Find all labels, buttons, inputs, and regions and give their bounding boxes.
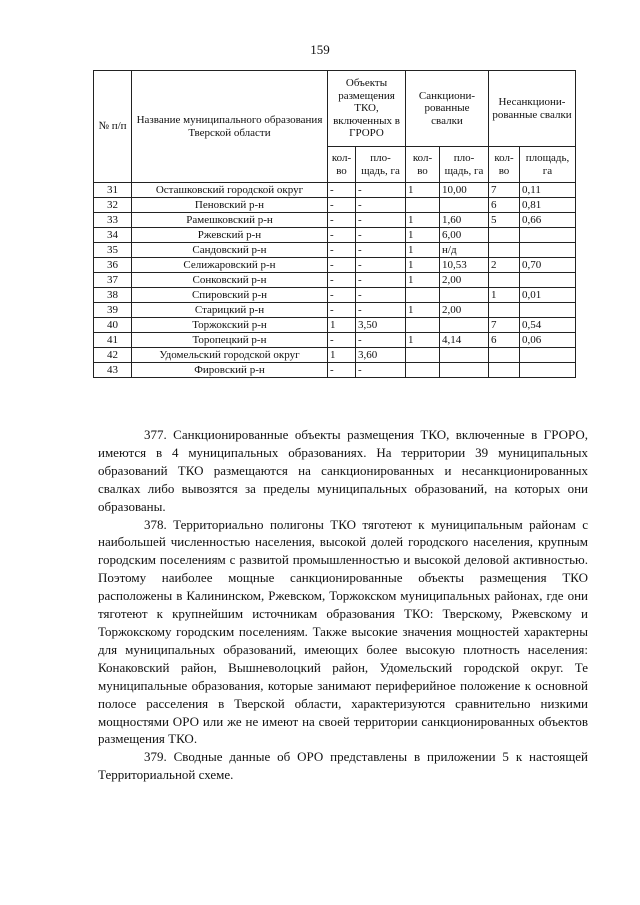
row-number: 36 bbox=[94, 258, 132, 273]
row-municipality: Пеновский р-н bbox=[132, 198, 328, 213]
header-sanctioned-dumps: Санкциони-рованные свалки bbox=[406, 71, 489, 147]
paragraph-377: 377. Санкционированные объекты размещения ТКО, включенные в ГРОРО, имеются в 4 муниципальных образованиях. На территории 39 муниципальных образований ТКО размещаются на санкционированных и несанкционированных свалках либо вывозятся за пределы муниципальных образований, на которых они образованы. bbox=[98, 427, 588, 514]
row-groro-area: - bbox=[356, 333, 406, 348]
header-area: площадь, га bbox=[520, 147, 576, 183]
row-unsanctioned-qty: 1 bbox=[489, 288, 520, 303]
row-sanctioned-qty: 1 bbox=[406, 258, 440, 273]
row-groro-qty: - bbox=[328, 273, 356, 288]
row-unsanctioned-area: 0,81 bbox=[520, 198, 576, 213]
row-unsanctioned-area bbox=[520, 348, 576, 363]
row-number: 34 bbox=[94, 228, 132, 243]
row-unsanctioned-qty bbox=[489, 228, 520, 243]
table-row bbox=[94, 348, 576, 363]
row-groro-area: - bbox=[356, 258, 406, 273]
table-row bbox=[94, 363, 576, 378]
row-unsanctioned-qty bbox=[489, 348, 520, 363]
table-row bbox=[94, 183, 576, 198]
row-groro-qty: 1 bbox=[328, 348, 356, 363]
row-groro-area: - bbox=[356, 303, 406, 318]
row-unsanctioned-area: 0,11 bbox=[520, 183, 576, 198]
row-unsanctioned-qty: 6 bbox=[489, 198, 520, 213]
row-sanctioned-area: 6,00 bbox=[440, 228, 489, 243]
header-municipality: Название муниципального образования Тверской области bbox=[132, 71, 328, 183]
row-groro-qty: - bbox=[328, 258, 356, 273]
row-unsanctioned-area bbox=[520, 363, 576, 378]
row-sanctioned-area: 4,14 bbox=[440, 333, 489, 348]
row-groro-qty: - bbox=[328, 228, 356, 243]
row-groro-area: - bbox=[356, 363, 406, 378]
table-row bbox=[94, 213, 576, 228]
row-groro-area: - bbox=[356, 213, 406, 228]
row-groro-qty: - bbox=[328, 288, 356, 303]
header-qty: кол-во bbox=[328, 147, 356, 183]
row-unsanctioned-area bbox=[520, 303, 576, 318]
row-sanctioned-qty bbox=[406, 288, 440, 303]
row-sanctioned-area bbox=[440, 288, 489, 303]
row-unsanctioned-qty: 7 bbox=[489, 183, 520, 198]
table-row bbox=[94, 198, 576, 213]
row-unsanctioned-area bbox=[520, 228, 576, 243]
row-unsanctioned-area: 0,66 bbox=[520, 213, 576, 228]
row-municipality: Сонковский р-н bbox=[132, 273, 328, 288]
row-groro-qty: - bbox=[328, 183, 356, 198]
row-sanctioned-area: 1,60 bbox=[440, 213, 489, 228]
table-row bbox=[94, 318, 576, 333]
header-gроро-objects: Объекты размещения ТКО, включенных в ГРОРО bbox=[328, 71, 406, 147]
header-qty: кол-во bbox=[489, 147, 520, 183]
row-groro-area: - bbox=[356, 228, 406, 243]
body-text bbox=[98, 426, 588, 784]
row-unsanctioned-area: 0,01 bbox=[520, 288, 576, 303]
row-municipality: Рамешковский р-н bbox=[132, 213, 328, 228]
page-number: 159 bbox=[310, 42, 330, 57]
row-sanctioned-area bbox=[440, 348, 489, 363]
row-number: 38 bbox=[94, 288, 132, 303]
header-number: № п/п bbox=[94, 71, 132, 183]
row-municipality: Ржевский р-н bbox=[132, 228, 328, 243]
row-number: 31 bbox=[94, 183, 132, 198]
row-sanctioned-qty bbox=[406, 363, 440, 378]
row-groro-area: - bbox=[356, 198, 406, 213]
row-number: 37 bbox=[94, 273, 132, 288]
row-number: 33 bbox=[94, 213, 132, 228]
row-sanctioned-qty bbox=[406, 198, 440, 213]
row-groro-qty: 1 bbox=[328, 318, 356, 333]
table-row bbox=[94, 303, 576, 318]
row-groro-qty: - bbox=[328, 333, 356, 348]
table-row bbox=[94, 273, 576, 288]
row-municipality: Старицкий р-н bbox=[132, 303, 328, 318]
row-sanctioned-qty: 1 bbox=[406, 303, 440, 318]
row-municipality: Осташковский городской округ bbox=[132, 183, 328, 198]
row-municipality: Спировский р-н bbox=[132, 288, 328, 303]
row-groro-area: - bbox=[356, 243, 406, 258]
row-municipality: Сандовский р-н bbox=[132, 243, 328, 258]
landfill-table bbox=[93, 70, 576, 378]
row-municipality: Торжокский р-н bbox=[132, 318, 328, 333]
row-number: 39 bbox=[94, 303, 132, 318]
row-sanctioned-qty: 1 bbox=[406, 228, 440, 243]
row-number: 40 bbox=[94, 318, 132, 333]
row-groro-qty: - bbox=[328, 303, 356, 318]
row-number: 42 bbox=[94, 348, 132, 363]
header-area: пло-щадь, га bbox=[440, 147, 489, 183]
row-sanctioned-qty: 1 bbox=[406, 183, 440, 198]
row-sanctioned-qty bbox=[406, 348, 440, 363]
row-groro-area: - bbox=[356, 288, 406, 303]
row-unsanctioned-area: 0,54 bbox=[520, 318, 576, 333]
row-groro-area: 3,60 bbox=[356, 348, 406, 363]
paragraph-379: 379. Сводные данные об ОРО представлены в приложении 5 к настоящей Территориальной схеме. bbox=[98, 749, 588, 783]
row-sanctioned-area: 10,00 bbox=[440, 183, 489, 198]
row-unsanctioned-area: 0,06 bbox=[520, 333, 576, 348]
paragraph-378: 378. Территориально полигоны ТКО тяготеют к муниципальным районам с наибольшей численностью населения, высокой долей городского населения, крупным городским поселениям с развитой промышленностью и высокой деловой активностью. Поэтому наиболее мощные санкционированные объекты размещения ТКО расположены в Калининском, Ржевском, Торжокском муниципальных районах, где они тяготеют к крупнейшим источникам образования ТКО: Тверскому, Ржевскому и Торжокскому городским поселениям. Также высокие значения мощностей характерны для муниципальных образований, имеющих более высокую плотность населения: Конаковский район, Вышневолоцкий район, Удомельский городской округ. Те муниципальные образования, которые занимают периферийное положение к основной полосе расселения в Тверской области, характеризуются сравнительно низкими мощностями ОРО или же не имеют на своей территории санкционированных объектов размещения ТКО. bbox=[98, 516, 588, 747]
row-groro-qty: - bbox=[328, 243, 356, 258]
table-row bbox=[94, 288, 576, 303]
row-groro-qty: - bbox=[328, 198, 356, 213]
row-sanctioned-area bbox=[440, 318, 489, 333]
row-unsanctioned-qty: 6 bbox=[489, 333, 520, 348]
row-number: 41 bbox=[94, 333, 132, 348]
row-unsanctioned-area bbox=[520, 273, 576, 288]
row-unsanctioned-area: 0,70 bbox=[520, 258, 576, 273]
row-number: 43 bbox=[94, 363, 132, 378]
row-unsanctioned-qty bbox=[489, 303, 520, 318]
row-unsanctioned-qty bbox=[489, 243, 520, 258]
row-groro-qty: - bbox=[328, 213, 356, 228]
row-municipality: Селижаровский р-н bbox=[132, 258, 328, 273]
row-unsanctioned-qty bbox=[489, 363, 520, 378]
row-unsanctioned-qty: 7 bbox=[489, 318, 520, 333]
header-area: пло-щадь, га bbox=[356, 147, 406, 183]
row-municipality: Фировский р-н bbox=[132, 363, 328, 378]
row-unsanctioned-qty: 5 bbox=[489, 213, 520, 228]
header-unsanctioned-dumps: Несанкциони-рованные свалки bbox=[489, 71, 576, 147]
row-groro-area: - bbox=[356, 183, 406, 198]
row-unsanctioned-area bbox=[520, 243, 576, 258]
row-groro-area: 3,50 bbox=[356, 318, 406, 333]
row-groro-area: - bbox=[356, 273, 406, 288]
table-row bbox=[94, 333, 576, 348]
row-sanctioned-qty: 1 bbox=[406, 333, 440, 348]
row-sanctioned-area: 2,00 bbox=[440, 303, 489, 318]
row-number: 35 bbox=[94, 243, 132, 258]
row-sanctioned-area: 10,53 bbox=[440, 258, 489, 273]
table-row bbox=[94, 258, 576, 273]
row-sanctioned-area: н/д bbox=[440, 243, 489, 258]
row-groro-qty: - bbox=[328, 363, 356, 378]
row-sanctioned-qty bbox=[406, 318, 440, 333]
row-sanctioned-qty: 1 bbox=[406, 213, 440, 228]
row-municipality: Торопецкий р-н bbox=[132, 333, 328, 348]
header-qty: кол-во bbox=[406, 147, 440, 183]
row-sanctioned-area bbox=[440, 198, 489, 213]
row-sanctioned-qty: 1 bbox=[406, 273, 440, 288]
row-unsanctioned-qty bbox=[489, 273, 520, 288]
table-row bbox=[94, 228, 576, 243]
row-number: 32 bbox=[94, 198, 132, 213]
row-unsanctioned-qty: 2 bbox=[489, 258, 520, 273]
row-sanctioned-qty: 1 bbox=[406, 243, 440, 258]
table-row bbox=[94, 243, 576, 258]
row-sanctioned-area: 2,00 bbox=[440, 273, 489, 288]
row-municipality: Удомельский городской округ bbox=[132, 348, 328, 363]
row-sanctioned-area bbox=[440, 363, 489, 378]
